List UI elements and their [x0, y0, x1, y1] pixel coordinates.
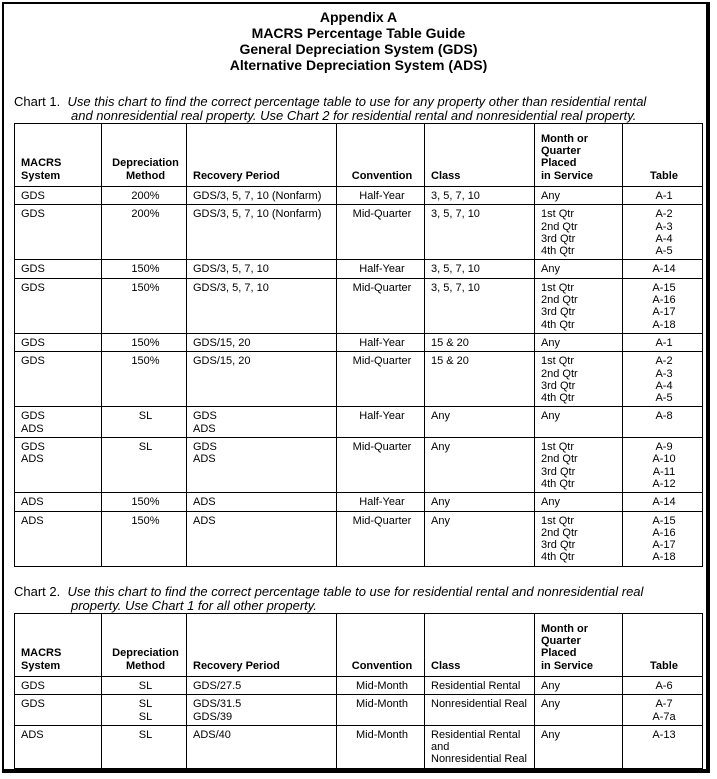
cell-recovery — [187, 205, 337, 260]
cell-recovery — [187, 260, 337, 278]
cell-table-line: A-4 — [655, 379, 673, 392]
chart2-table — [14, 613, 703, 769]
cell-recovery-line: GDS — [193, 441, 217, 454]
cell-table-line: A-15 — [652, 514, 676, 527]
cell-month-line: Any — [541, 190, 560, 202]
cell-class — [425, 511, 535, 566]
column-header-month-line: Placed — [541, 157, 577, 170]
column-header-system — [15, 124, 102, 187]
cell-system — [15, 407, 102, 438]
cell-convention-line: Half-Year — [359, 336, 405, 349]
header-row — [15, 124, 703, 187]
cell-table-line: A-12 — [652, 477, 676, 490]
column-header-convention-line: Convention — [351, 169, 413, 182]
cell-system-line: GDS — [21, 680, 45, 692]
cell-convention — [337, 278, 425, 333]
chart1-text-line2: and nonresidential real property. Use Chart 2 for residential rental and nonresidential real property. — [71, 108, 637, 123]
cell-convention — [337, 493, 425, 511]
cell-method — [102, 695, 187, 726]
cell-table-line: A-14 — [652, 263, 676, 276]
cell-method — [102, 187, 187, 205]
column-header-table-line: Table — [650, 659, 678, 672]
column-header-system — [15, 614, 102, 677]
column-header-recovery-line: Recovery Period — [193, 659, 280, 672]
chart2-text-line2: property. Use Chart 1 for all other property. — [71, 598, 317, 613]
cell-system-line: GDS — [21, 263, 45, 276]
column-header-method — [102, 614, 187, 677]
cell-month-line: Any — [541, 728, 560, 741]
cell-convention-line: Half-Year — [359, 190, 405, 202]
cell-class — [425, 260, 535, 278]
cell-month-line: Any — [541, 680, 560, 692]
cell-table-line: A-18 — [652, 318, 676, 331]
column-header-month-line: Month or — [541, 132, 589, 145]
cell-convention-line: Mid-Quarter — [352, 441, 412, 454]
cell-recovery-line: GDS/15, 20 — [193, 355, 251, 368]
cell-recovery — [187, 407, 337, 438]
cell-recovery-line: GDS/31.5 — [193, 698, 242, 711]
cell-convention — [337, 205, 425, 260]
cell-system — [15, 695, 102, 726]
cell-convention — [337, 407, 425, 438]
cell-month-line: 1st Qtr — [541, 441, 575, 454]
cell-class-line: 3, 5, 7, 10 — [431, 208, 480, 221]
cell-month — [535, 677, 623, 695]
cell-method — [102, 677, 187, 695]
cell-class-line: 3, 5, 7, 10 — [431, 190, 480, 202]
table-row — [15, 333, 703, 351]
column-header-system-line: System — [21, 659, 61, 672]
column-header-table-line: Table — [650, 169, 678, 182]
cell-system-line: GDS — [21, 698, 45, 711]
column-header-system-line: MACRS — [21, 647, 62, 660]
cell-table — [623, 205, 703, 260]
table-row — [15, 725, 703, 768]
table-row — [15, 278, 703, 333]
cell-recovery — [187, 695, 337, 726]
cell-system-line: GDS — [21, 441, 45, 454]
cell-system-line: ADS — [21, 453, 44, 466]
cell-month — [535, 725, 623, 768]
table-row — [15, 695, 703, 726]
cell-month — [535, 260, 623, 278]
cell-system-line: GDS — [21, 355, 45, 368]
cell-month-line: Any — [541, 263, 560, 276]
cell-table-line: A-7a — [652, 710, 676, 723]
cell-method-line: SL — [138, 698, 153, 711]
cell-table-line: A-1 — [655, 336, 673, 349]
chart1-label: Chart 1. — [14, 94, 61, 109]
column-header-system-line: System — [21, 169, 61, 182]
table-row — [15, 352, 703, 407]
column-header-recovery — [187, 614, 337, 677]
chart1-table — [14, 123, 703, 567]
cell-convention-line: Mid-Month — [356, 728, 408, 741]
cell-class-line: and — [431, 741, 450, 754]
appendix-title: Appendix A — [319, 9, 398, 25]
cell-system-line: GDS — [21, 336, 45, 349]
column-header-convention — [337, 124, 425, 187]
cell-month-line: 3rd Qtr — [541, 232, 576, 245]
cell-convention — [337, 695, 425, 726]
cell-month-line: Any — [541, 496, 560, 509]
column-header-class — [425, 614, 535, 677]
cell-table-line: A-15 — [652, 281, 676, 294]
cell-system-line: ADS — [21, 496, 44, 509]
cell-recovery-line: GDS/39 — [193, 710, 233, 723]
cell-month-line: 1st Qtr — [541, 355, 575, 368]
cell-convention-line: Half-Year — [359, 410, 405, 423]
cell-method — [102, 333, 187, 351]
cell-class-line: 15 & 20 — [431, 355, 469, 368]
cell-method-line: SL — [138, 680, 153, 692]
ads-title: Alternative Depreciation System (ADS) — [229, 57, 488, 73]
cell-table — [623, 695, 703, 726]
cell-recovery — [187, 187, 337, 205]
cell-table — [623, 438, 703, 493]
cell-convention — [337, 333, 425, 351]
column-header-table — [623, 614, 703, 677]
cell-month — [535, 511, 623, 566]
column-header-month-line: Quarter — [541, 635, 581, 648]
cell-month-line: Any — [541, 336, 560, 349]
cell-month-line: 3rd Qtr — [541, 306, 576, 319]
cell-convention-line: Half-Year — [359, 263, 405, 276]
cell-convention-line: Half-Year — [359, 496, 405, 509]
cell-method — [102, 260, 187, 278]
cell-table-line: A-3 — [655, 367, 673, 380]
cell-month-line: 2nd Qtr — [541, 453, 578, 466]
cell-table-line: A-18 — [652, 551, 676, 564]
cell-method — [102, 725, 187, 768]
cell-table — [623, 511, 703, 566]
column-header-month-line: Quarter — [541, 145, 581, 158]
cell-method-line: 150% — [131, 263, 160, 276]
cell-class — [425, 493, 535, 511]
cell-month — [535, 407, 623, 438]
column-header-recovery — [187, 124, 337, 187]
column-header-month-line: Placed — [541, 647, 577, 660]
cell-class-line: 3, 5, 7, 10 — [431, 263, 480, 276]
table-row — [15, 493, 703, 511]
cell-recovery-line: GDS/3, 5, 7, 10 — [193, 281, 269, 294]
cell-convention-line: Mid-Quarter — [352, 208, 412, 221]
cell-recovery — [187, 493, 337, 511]
column-header-method-line: Method — [125, 659, 166, 672]
column-header-method-line: Depreciation — [112, 157, 179, 170]
cell-table-line: A-5 — [655, 392, 673, 405]
cell-table — [623, 677, 703, 695]
column-header-month-line: Month or — [541, 622, 589, 635]
column-header-method-line: Depreciation — [112, 647, 179, 660]
cell-convention — [337, 677, 425, 695]
cell-table-line: A-17 — [652, 306, 676, 319]
cell-table — [623, 278, 703, 333]
chart2-label: Chart 2. — [14, 584, 61, 599]
column-header-convention — [337, 614, 425, 677]
chart2-intro — [14, 585, 704, 613]
appendix-header — [0, 9, 717, 73]
cell-table — [623, 260, 703, 278]
cell-recovery — [187, 278, 337, 333]
cell-method-line: 150% — [131, 281, 160, 294]
cell-table-line: A-5 — [655, 245, 673, 258]
column-header-month-line: in Service — [541, 659, 593, 672]
cell-month-line: 3rd Qtr — [541, 379, 576, 392]
cell-table-line: A-13 — [652, 728, 676, 741]
cell-system — [15, 677, 102, 695]
column-header-month — [535, 614, 623, 677]
cell-month-line: 2nd Qtr — [541, 294, 578, 307]
column-header-method-line: Method — [125, 169, 166, 182]
cell-class-line: Nonresidential Real — [431, 698, 527, 711]
cell-method — [102, 511, 187, 566]
cell-class-line: Any — [431, 514, 450, 527]
cell-month-line: Any — [541, 698, 560, 711]
cell-table-line: A-11 — [652, 465, 676, 478]
cell-month-line: 2nd Qtr — [541, 526, 578, 539]
column-header-month-line: in Service — [541, 169, 593, 182]
cell-class — [425, 407, 535, 438]
cell-convention — [337, 352, 425, 407]
table-row — [15, 677, 703, 695]
cell-method-line: 200% — [131, 190, 160, 202]
cell-system — [15, 511, 102, 566]
cell-system — [15, 352, 102, 407]
cell-method-line: SL — [138, 441, 153, 454]
cell-convention — [337, 187, 425, 205]
cell-recovery-line: ADS — [193, 496, 216, 509]
cell-table-line: A-9 — [655, 441, 673, 454]
cell-method — [102, 493, 187, 511]
guide-title: MACRS Percentage Table Guide — [251, 25, 466, 41]
column-header-system-line: MACRS — [21, 157, 62, 170]
cell-month-line: 4th Qtr — [541, 392, 575, 405]
cell-class — [425, 725, 535, 768]
cell-table-line: A-1 — [655, 190, 673, 202]
cell-table-line: A-8 — [655, 410, 673, 423]
cell-month — [535, 278, 623, 333]
cell-system-line: ADS — [21, 514, 44, 527]
cell-month-line: 1st Qtr — [541, 514, 575, 527]
cell-table-line: A-17 — [652, 539, 676, 552]
cell-method-line: 150% — [131, 355, 160, 368]
cell-method-line: 150% — [131, 336, 160, 349]
table-row — [15, 438, 703, 493]
cell-method — [102, 205, 187, 260]
cell-table-line: A-10 — [652, 453, 676, 466]
cell-month-line: 3rd Qtr — [541, 465, 576, 478]
cell-convention — [337, 725, 425, 768]
cell-recovery — [187, 438, 337, 493]
cell-class — [425, 187, 535, 205]
cell-convention — [337, 438, 425, 493]
table-row — [15, 511, 703, 566]
cell-table-line: A-4 — [655, 232, 673, 245]
cell-table — [623, 352, 703, 407]
cell-class-line: Any — [431, 496, 450, 509]
cell-system — [15, 260, 102, 278]
cell-recovery — [187, 333, 337, 351]
column-header-method — [102, 124, 187, 187]
cell-recovery-line: ADS — [193, 422, 216, 435]
column-header-recovery-line: Recovery Period — [193, 169, 280, 182]
cell-method-line: SL — [138, 710, 153, 723]
cell-method-line: 200% — [131, 208, 160, 221]
cell-month-line: 4th Qtr — [541, 477, 575, 490]
cell-month-line: 1st Qtr — [541, 208, 575, 221]
cell-recovery-line: GDS/27.5 — [193, 680, 242, 692]
cell-recovery — [187, 352, 337, 407]
cell-table — [623, 725, 703, 768]
cell-month — [535, 352, 623, 407]
cell-table — [623, 407, 703, 438]
cell-convention-line: Mid-Quarter — [352, 281, 412, 294]
cell-recovery — [187, 725, 337, 768]
cell-convention — [337, 511, 425, 566]
table-row — [15, 407, 703, 438]
cell-table-line: A-2 — [655, 355, 673, 368]
table-row — [15, 205, 703, 260]
cell-method — [102, 438, 187, 493]
cell-month-line: 1st Qtr — [541, 281, 575, 294]
column-header-table — [623, 124, 703, 187]
table-row — [15, 260, 703, 278]
cell-recovery-line: GDS/3, 5, 7, 10 (Nonfarm) — [193, 190, 322, 202]
cell-table-line: A-16 — [652, 526, 676, 539]
cell-system — [15, 187, 102, 205]
cell-convention-line: Mid-Month — [356, 698, 408, 711]
cell-method-line: 150% — [131, 514, 160, 527]
cell-table-line: A-7 — [655, 698, 673, 711]
cell-recovery-line: GDS/15, 20 — [193, 336, 251, 349]
cell-table — [623, 333, 703, 351]
cell-month-line: 2nd Qtr — [541, 220, 578, 233]
cell-recovery-line: GDS/3, 5, 7, 10 — [193, 263, 269, 276]
cell-month-line: 4th Qtr — [541, 318, 575, 331]
chart1-text-line1: Use this chart to find the correct percentage table to use for any property other than residential rental — [67, 94, 647, 109]
cell-recovery — [187, 677, 337, 695]
cell-month-line: 4th Qtr — [541, 551, 575, 564]
cell-class-line: Nonresidential Real — [431, 753, 527, 766]
cell-class-line: 15 & 20 — [431, 336, 469, 349]
column-header-class-line: Class — [431, 169, 461, 182]
cell-month — [535, 333, 623, 351]
cell-table-line: A-16 — [652, 294, 676, 307]
cell-class — [425, 352, 535, 407]
cell-convention-line: Mid-Quarter — [352, 355, 412, 368]
cell-recovery-line: GDS/3, 5, 7, 10 (Nonfarm) — [193, 208, 322, 221]
cell-recovery-line: ADS — [193, 453, 216, 466]
cell-table-line: A-3 — [655, 220, 673, 233]
cell-month — [535, 205, 623, 260]
cell-system-line: GDS — [21, 208, 45, 221]
cell-table-line: A-6 — [655, 680, 673, 692]
cell-month-line: 2nd Qtr — [541, 367, 578, 380]
cell-recovery-line: ADS/40 — [193, 728, 231, 741]
column-header-class-line: Class — [431, 659, 461, 672]
chart1-intro — [14, 95, 704, 123]
cell-class — [425, 695, 535, 726]
cell-system — [15, 278, 102, 333]
cell-system-line: GDS — [21, 410, 45, 423]
cell-table-line: A-14 — [652, 496, 676, 509]
cell-method-line: 150% — [131, 496, 160, 509]
cell-system-line: GDS — [21, 281, 45, 294]
cell-method — [102, 352, 187, 407]
cell-system-line: ADS — [21, 422, 44, 435]
cell-class — [425, 677, 535, 695]
cell-class-line: 3, 5, 7, 10 — [431, 281, 480, 294]
column-header-class — [425, 124, 535, 187]
cell-class-line: Residential Rental — [431, 728, 521, 741]
cell-convention-line: Mid-Quarter — [352, 514, 412, 527]
cell-method-line: SL — [138, 728, 153, 741]
cell-month-line: 3rd Qtr — [541, 539, 576, 552]
cell-class-line: Residential Rental — [431, 680, 521, 692]
cell-month — [535, 187, 623, 205]
cell-table — [623, 187, 703, 205]
cell-recovery — [187, 511, 337, 566]
cell-month — [535, 493, 623, 511]
cell-class-line: Any — [431, 441, 450, 454]
cell-system-line: GDS — [21, 190, 45, 202]
cell-method-line: SL — [138, 410, 153, 423]
cell-month-line: Any — [541, 410, 560, 423]
cell-month — [535, 695, 623, 726]
cell-class — [425, 278, 535, 333]
cell-convention — [337, 260, 425, 278]
cell-month-line: 4th Qtr — [541, 245, 575, 258]
cell-system — [15, 725, 102, 768]
header-row — [15, 614, 703, 677]
table-row — [15, 187, 703, 205]
cell-system-line: ADS — [21, 728, 44, 741]
cell-method — [102, 278, 187, 333]
cell-table — [623, 493, 703, 511]
cell-class — [425, 205, 535, 260]
gds-title: General Depreciation System (GDS) — [239, 41, 478, 57]
cell-table-line: A-2 — [655, 208, 673, 221]
cell-system — [15, 493, 102, 511]
column-header-month — [535, 124, 623, 187]
chart2-text-line1: Use this chart to find the correct percentage table to use for residential rental and nonresidential real — [67, 584, 644, 599]
cell-system — [15, 333, 102, 351]
cell-method — [102, 407, 187, 438]
cell-system — [15, 438, 102, 493]
cell-month — [535, 438, 623, 493]
cell-convention-line: Mid-Month — [356, 680, 408, 692]
cell-class — [425, 333, 535, 351]
cell-class — [425, 438, 535, 493]
cell-recovery-line: ADS — [193, 514, 216, 527]
cell-class-line: Any — [431, 410, 450, 423]
cell-system — [15, 205, 102, 260]
cell-recovery-line: GDS — [193, 410, 217, 423]
column-header-convention-line: Convention — [351, 659, 413, 672]
